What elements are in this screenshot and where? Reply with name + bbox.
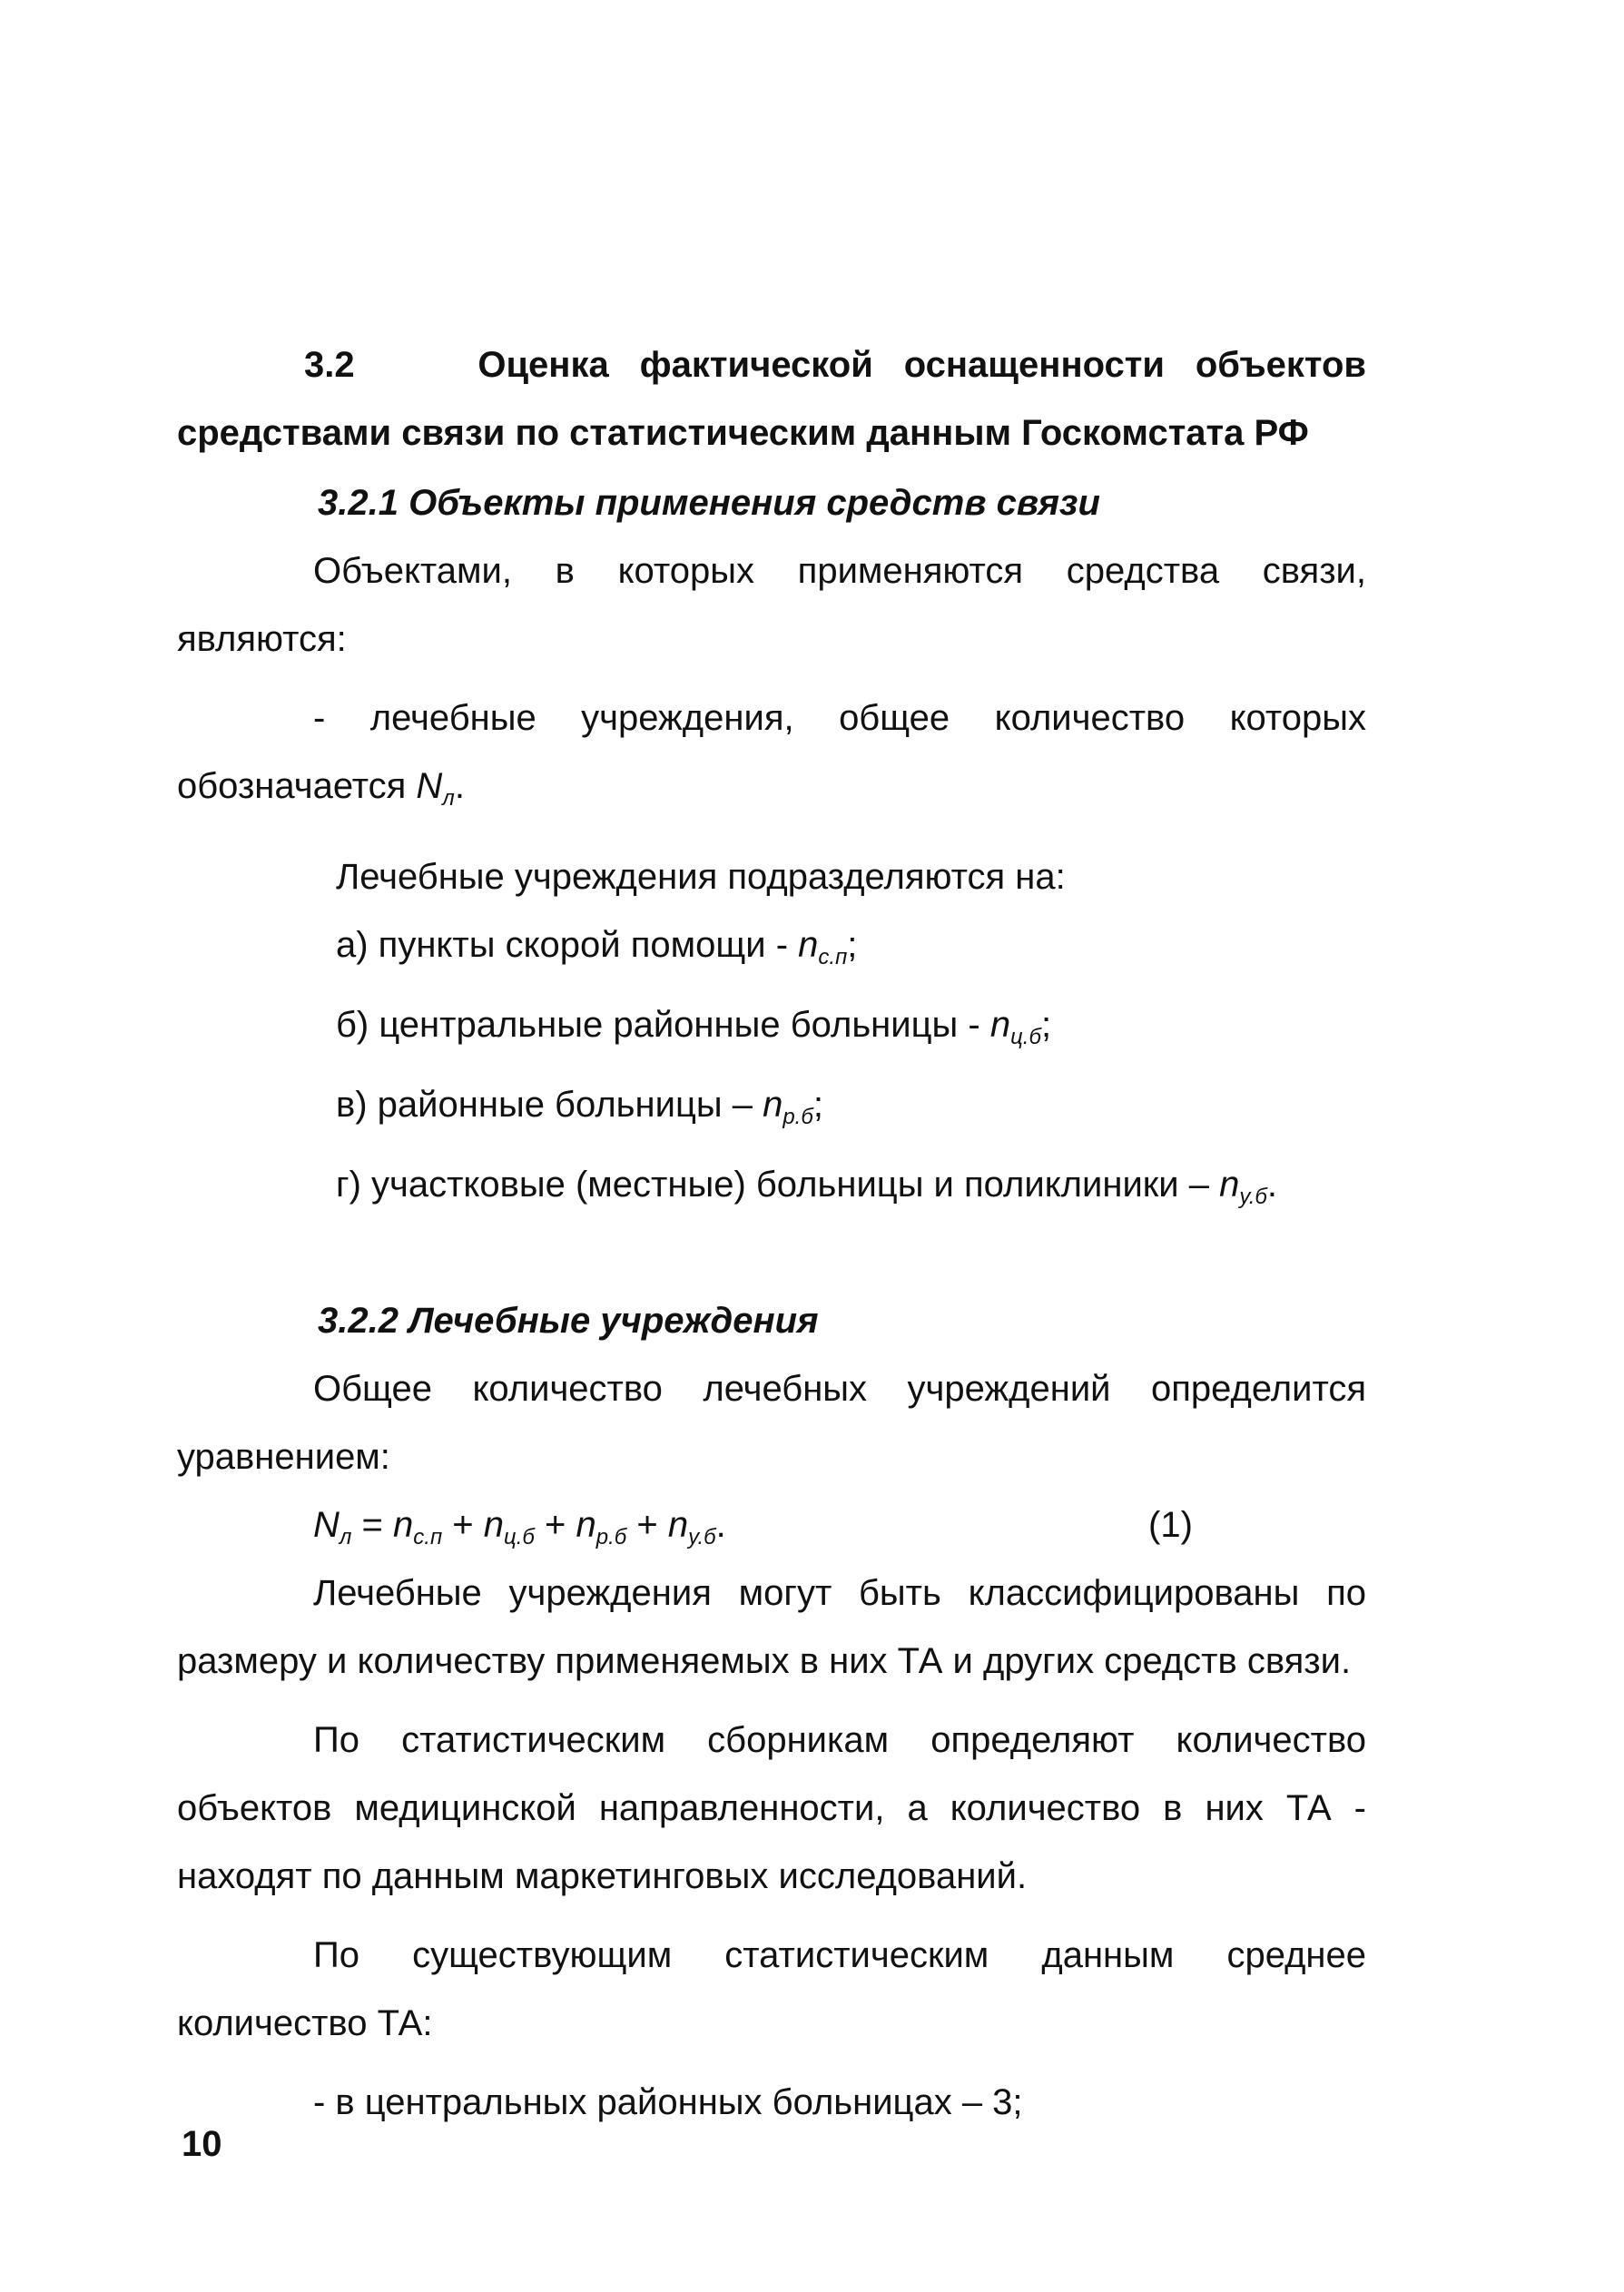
- formula-plus: +: [534, 1505, 576, 1545]
- page-content: [177, 331, 1366, 2137]
- formula-subscript: у.б: [688, 1525, 716, 1549]
- paragraph-classification: Лечебные учреждения могут быть классифицированы по размеру и количеству применяемых в них ТА и других средств связи.: [177, 1573, 1366, 1681]
- formula-plus: +: [626, 1505, 668, 1545]
- var-n: n: [989, 1005, 1011, 1045]
- list-item-text: в) районные больницы –: [336, 1085, 763, 1125]
- formula-end: .: [715, 1505, 726, 1545]
- list-item: [336, 991, 1366, 1071]
- paragraph-average-count: По существующим статистическим данным среднее количество ТА:: [177, 1935, 1366, 2043]
- var-n: n: [798, 925, 819, 965]
- section-title-3-2-2: 3.2.2 Лечебные учреждения: [318, 1301, 819, 1341]
- formula-lhs: N: [313, 1505, 340, 1545]
- list-item-text: б) центральные районные больницы -: [336, 1005, 990, 1045]
- institution-types-list: [177, 843, 1366, 1231]
- heading-text: Оценка фактической оснащенности объектов средствами связи по статистическим данным Госкомстата РФ: [177, 345, 1366, 453]
- formula-term: n: [393, 1505, 414, 1545]
- formula-subscript: ц.б: [504, 1525, 535, 1549]
- formula-plus: +: [442, 1505, 484, 1545]
- section-title-3-2-1: 3.2.1 Объекты применения средств связи: [318, 483, 1100, 523]
- formula-subscript: л: [339, 1525, 352, 1549]
- page-number: 10: [182, 2124, 222, 2164]
- var-subscript: ц.б: [1010, 1025, 1041, 1049]
- list-item-text: г) участковые (местные) больницы и поликлиники –: [336, 1165, 1220, 1205]
- list-item: [336, 911, 1366, 991]
- formula-subscript: с.п: [413, 1525, 443, 1549]
- formula-term: n: [576, 1505, 596, 1545]
- formula-equals: =: [351, 1505, 394, 1545]
- list-item-text: а) пункты скорой помощи -: [336, 925, 799, 965]
- paragraph-statistics: По статистическим сборникам определяют количество объектов медицинской направленности, а количество в них ТА - находят по данным маркетинговых исследований.: [177, 1720, 1366, 1896]
- var-subscript: л: [442, 786, 455, 811]
- list-item-end: .: [1266, 1165, 1278, 1205]
- list-item-central-hospitals: - в центральных районных больницах – 3;: [313, 2082, 1023, 2122]
- var-N: N: [416, 766, 443, 806]
- bullet-text: - лечебные учреждения, общее количество которых обозначается: [177, 698, 1366, 806]
- paragraph-count-intro: Общее количество лечебных учреждений определится уравнением:: [177, 1369, 1366, 1477]
- list-item: [336, 1151, 1366, 1231]
- list-item-end: ;: [812, 1085, 823, 1125]
- list-item-end: ;: [847, 925, 858, 965]
- list-item-end: ;: [1040, 1005, 1052, 1045]
- var-n: n: [763, 1085, 783, 1125]
- paragraph-objects-intro: Объектами, в которых применяются средства связи, являются:: [177, 551, 1366, 659]
- heading-number: 3.2: [304, 345, 355, 385]
- formula-subscript: р.б: [595, 1525, 627, 1549]
- var-subscript: р.б: [782, 1105, 813, 1129]
- formula-1: [177, 1491, 1366, 1559]
- var-subscript: у.б: [1239, 1185, 1267, 1209]
- bullet-medical-institutions: [177, 684, 1366, 832]
- list-intro: Лечебные учреждения подразделяются на:: [336, 857, 1066, 897]
- section-heading-3-2: [177, 331, 1366, 467]
- formula-term: n: [483, 1505, 504, 1545]
- spacer: [177, 1231, 1366, 1285]
- var-n: n: [1219, 1165, 1240, 1205]
- bullet-end: .: [454, 766, 465, 806]
- formula-term: n: [667, 1505, 689, 1545]
- var-subscript: с.п: [818, 945, 848, 969]
- equation-number: (1): [1148, 1505, 1193, 1545]
- list-item: [336, 1071, 1366, 1151]
